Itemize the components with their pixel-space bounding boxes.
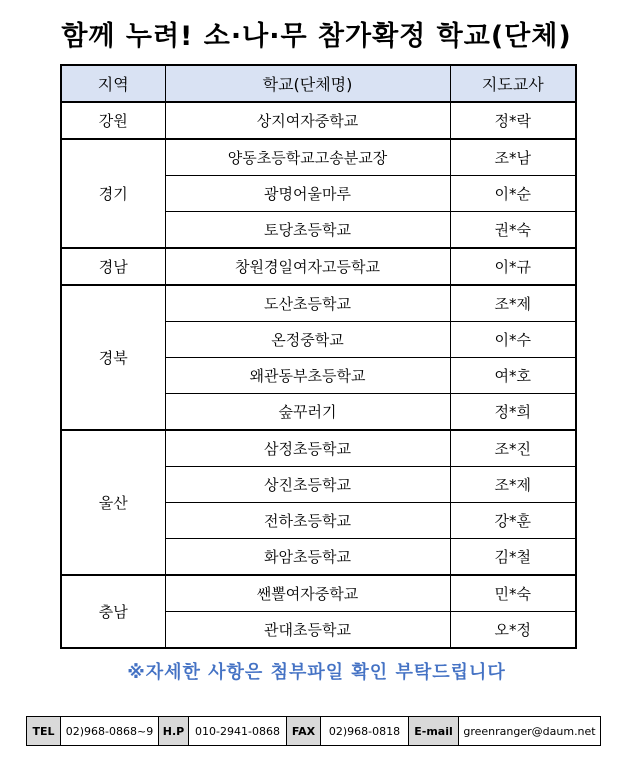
hp-value: 010-2941-0868 — [189, 717, 287, 746]
table-body — [61, 102, 576, 648]
contact-row — [27, 717, 601, 746]
school-cell: 왜관동부초등학교 — [165, 358, 450, 394]
contact-table — [26, 716, 601, 746]
school-cell: 숲꾸러기 — [165, 394, 450, 431]
region-cell: 강원 — [61, 102, 165, 139]
notice-text: ※자세한 사항은 첨부파일 확인 부탁드립니다 — [127, 662, 506, 683]
teacher-cell: 이*수 — [450, 322, 576, 358]
teacher-cell: 이*규 — [450, 248, 576, 285]
school-cell: 상지여자중학교 — [165, 102, 450, 139]
email-label: E-mail — [409, 717, 459, 746]
school-cell: 상진초등학교 — [165, 467, 450, 503]
teacher-cell: 조*제 — [450, 285, 576, 322]
fax-value: 02)968-0818 — [321, 717, 409, 746]
school-cell: 도산초등학교 — [165, 285, 450, 322]
participant-table — [60, 64, 577, 649]
header-region: 지역 — [61, 65, 165, 102]
school-cell: 광명어울마루 — [165, 176, 450, 212]
email-value[interactable]: greenranger@daum.net — [459, 717, 601, 746]
school-cell: 관대초등학교 — [165, 612, 450, 649]
teacher-cell: 조*진 — [450, 430, 576, 467]
table-row — [61, 430, 576, 467]
header-school: 학교(단체명) — [165, 65, 450, 102]
school-cell: 창원경일여자고등학교 — [165, 248, 450, 285]
table-header-row — [61, 65, 576, 102]
teacher-cell: 권*숙 — [450, 212, 576, 249]
region-cell: 경남 — [61, 248, 165, 285]
table-row — [61, 248, 576, 285]
table-row — [61, 575, 576, 612]
teacher-cell: 정*락 — [450, 102, 576, 139]
region-cell: 경기 — [61, 139, 165, 248]
teacher-cell: 강*훈 — [450, 503, 576, 539]
teacher-cell: 오*정 — [450, 612, 576, 649]
teacher-cell: 이*순 — [450, 176, 576, 212]
teacher-cell: 조*남 — [450, 139, 576, 176]
tel-label: TEL — [27, 717, 61, 746]
school-cell: 양동초등학교고송분교장 — [165, 139, 450, 176]
school-cell: 쌘뽈여자중학교 — [165, 575, 450, 612]
fax-label: FAX — [287, 717, 321, 746]
school-cell: 온정중학교 — [165, 322, 450, 358]
school-cell: 전하초등학교 — [165, 503, 450, 539]
table-row — [61, 139, 576, 176]
teacher-cell: 정*희 — [450, 394, 576, 431]
teacher-cell: 김*철 — [450, 539, 576, 576]
teacher-cell: 여*호 — [450, 358, 576, 394]
region-cell: 충남 — [61, 575, 165, 648]
page-title: 함께 누려! 소·나·무 참가확정 학교(단체) — [61, 21, 572, 52]
hp-label: H.P — [159, 717, 189, 746]
teacher-cell: 민*숙 — [450, 575, 576, 612]
region-cell: 경북 — [61, 285, 165, 430]
header-teacher: 지도교사 — [450, 65, 576, 102]
teacher-cell: 조*제 — [450, 467, 576, 503]
school-cell: 토당초등학교 — [165, 212, 450, 249]
school-cell: 삼정초등학교 — [165, 430, 450, 467]
region-cell: 울산 — [61, 430, 165, 575]
table-row — [61, 285, 576, 322]
school-cell: 화암초등학교 — [165, 539, 450, 576]
tel-value: 02)968-0868~9 — [61, 717, 159, 746]
table-row — [61, 102, 576, 139]
